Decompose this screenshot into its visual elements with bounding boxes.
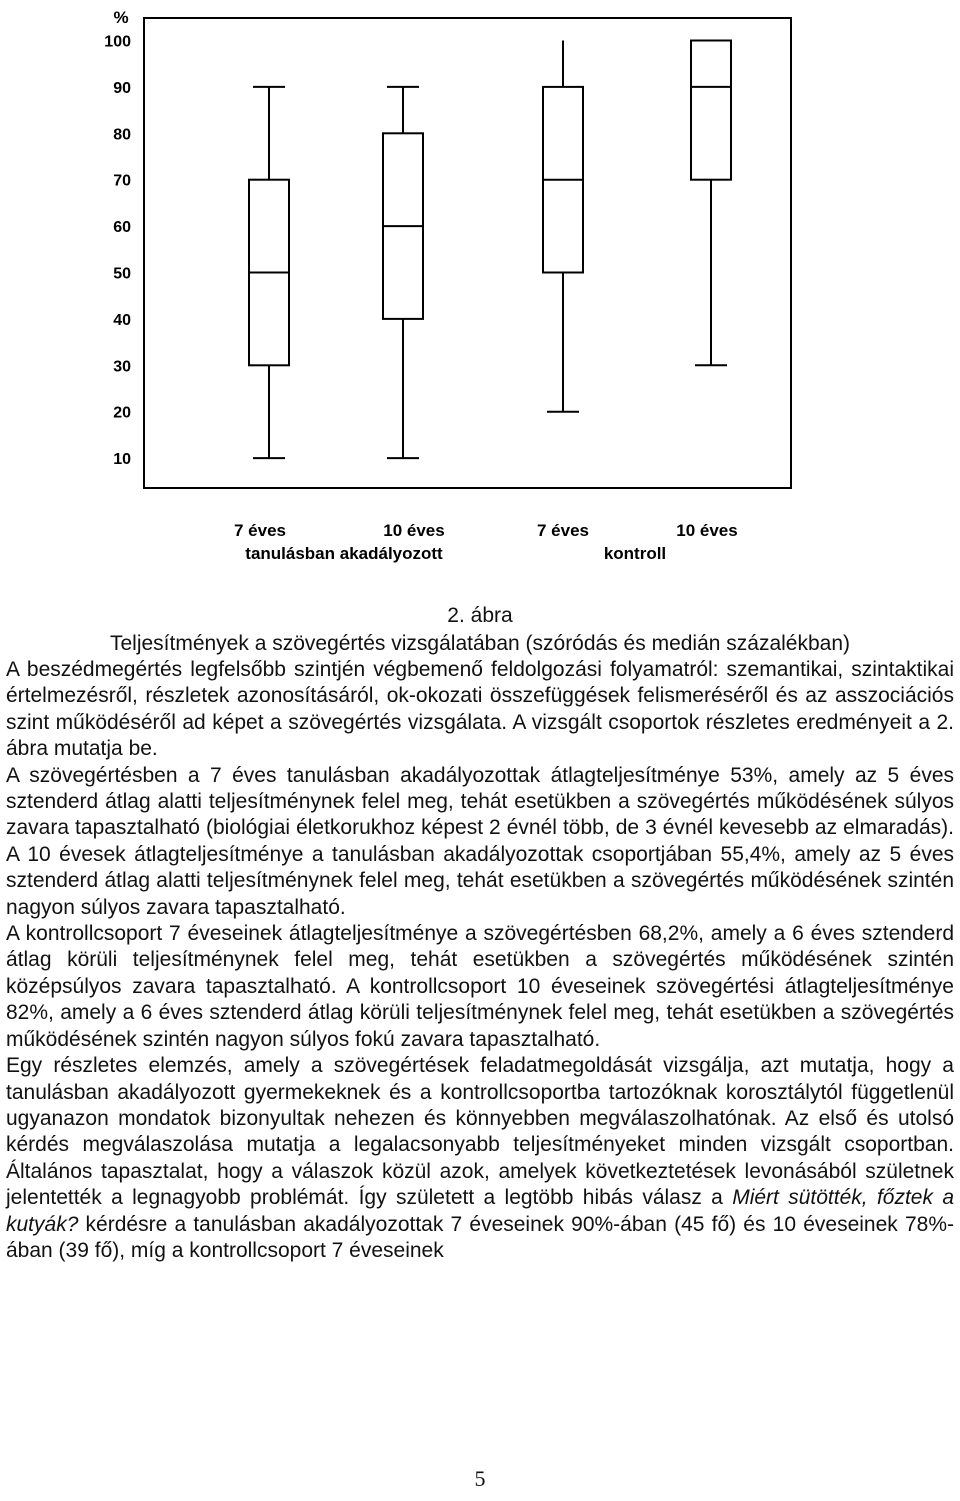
y-tick-label-80: 80 <box>113 126 131 144</box>
x-label-4: 10 éves <box>676 521 738 540</box>
group-label-2: kontroll <box>603 544 667 563</box>
paragraph-3: A kontrollcsoport 7 éveseinek átlagteljesítménye a szövegértésben 68,2%, amely a 6 éves sztenderd átlag körüli teljesítménynek felel meg, tehát esetükben a szövegértés működésének szintén középsúlyos zavara tapasztalható. A kontrollcsoport 10 éveseinek szövegértési átlagteljesítménye 82%, amely a 6 éves sztenderd átlag körüli teljesítménynek felel meg, tehát esetükben a szövegértés működésének szintén nagyon súlyos fokú zavara tapasztalható. <box>6 922 954 1051</box>
y-tick-label-60: 60 <box>113 219 131 237</box>
paragraph-4 <box>6 1053 954 1264</box>
iqr-box <box>691 41 731 180</box>
figure-number: 2. ábra <box>447 604 513 627</box>
paragraph-1: A beszédmegértés legfelsőbb szintjén végbemenő feldolgozási folyamatról: szemantikai, szintaktikai értelmezésről, részletek azonosításáról, ok-okozati összefüggések felismeréséről és az asszociációs szint működéséről ad képet a szövegértés vizsgálata. A vizsgált csoportok részletes eredményeit a 2. ábra mutatja be. <box>6 658 954 761</box>
y-tick-label-70: 70 <box>113 172 131 190</box>
box-1 <box>249 87 289 458</box>
y-tick-label-20: 20 <box>113 404 131 422</box>
x-axis-labels <box>234 521 738 540</box>
y-tick-label-100: 100 <box>104 33 131 51</box>
box-plot-chart <box>0 0 960 600</box>
y-tick-label-50: 50 <box>113 265 131 283</box>
group-label-1: tanulásban akadályozott <box>245 544 443 563</box>
body-text <box>6 657 954 1264</box>
group-labels <box>245 544 666 563</box>
y-axis-ticks <box>104 34 131 469</box>
paragraph-2: A szövegértésben a 7 éves tanulásban akadályozottak átlagteljesítménye 53%, amely az 5 éves sztenderd átlag alatti teljesítménynek felel meg, tehát esetükben a szövegértés működésének súlyos zavara tapasztalható (biológiai életkorukhoz képest 2 évnél több, de 3 évnél kevesebb az elmaradás). A 10 évesek átlagteljesítménye a tanulásban akadályozottak csoportjában 55,4%, amely az 5 éves sztenderd átlag alatti teljesítménynek felel meg, tehát esetükben a szövegértés működésének szintén nagyon súlyos zavara tapasztalható. <box>6 763 954 919</box>
x-label-1: 7 éves <box>234 521 286 540</box>
box-2 <box>383 87 423 458</box>
y-tick-label-40: 40 <box>113 311 131 329</box>
x-label-2: 10 éves <box>383 521 445 540</box>
paragraph-4-part-b: kérdésre a tanulásban akadályozottak 7 éveseinek 90%-ában (45 fő) és 10 éveseinek 78%-ában (39 fő), míg a kontrollcsoport 7 éveseinek <box>6 1212 954 1262</box>
boxes <box>249 41 731 459</box>
y-tick-label-30: 30 <box>113 358 131 376</box>
paragraph-4-italic: Miért sütötték, főztek a kutyák? <box>6 1186 954 1236</box>
x-label-3: 7 éves <box>537 521 589 540</box>
box-3 <box>543 41 583 412</box>
y-tick-label-90: 90 <box>113 79 131 97</box>
page-number: 5 <box>474 1466 486 1491</box>
y-tick-label-10: 10 <box>113 451 131 469</box>
y-unit-label: % <box>113 8 129 27</box>
figure-caption: Teljesítmények a szövegértés vizsgálatában (szóródás és medián százalékban) <box>109 632 851 655</box>
box-4 <box>691 41 731 366</box>
paragraph-4-part-a: Egy részletes elemzés, amely a szövegértések feladatmegoldását vizsgálja, azt mutatja, hogy a tanulásban akadályozott gyermekeknek és a kontrollcsoportba tartozóknak korosztálytól függetlenül ugyanazon mondatok bizonyultak nehezen és könnyebben megválaszolhatónak. Az első és utolsó kérdés megválaszolása mutatja a legalacsonyabb teljesítményeket minden vizsgált csoportban. Általános tapasztalat, hogy a válaszok közül azok, amelyek következtetések levonásából születnek jelentették a legnagyobb problémát. Így született a legtöbb hibás válasz a <box>6 1054 954 1210</box>
